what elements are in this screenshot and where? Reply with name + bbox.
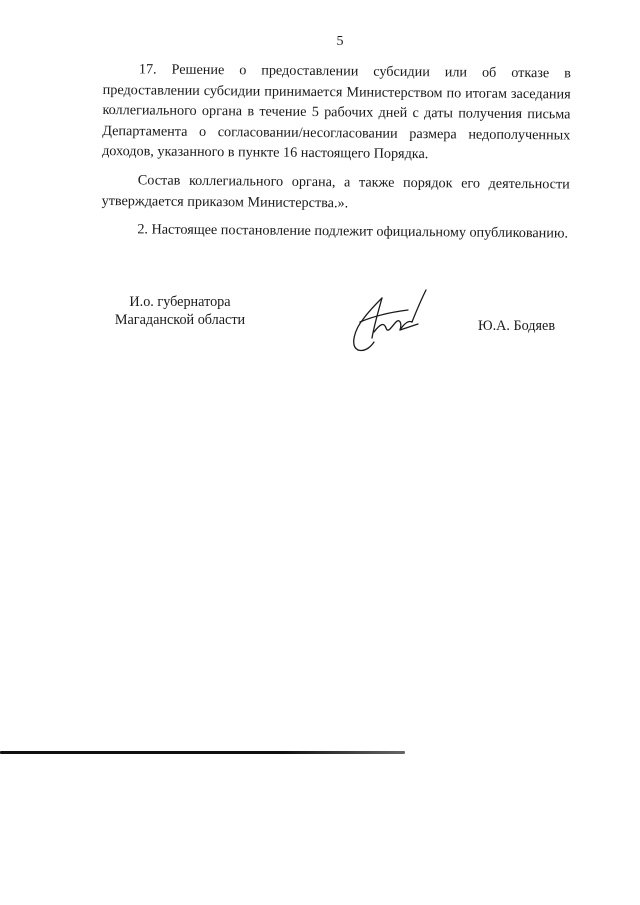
signatory-title: [100, 293, 260, 329]
paragraph-committee: Состав коллегиального органа, а также порядок его деятельности утверждается приказом Министерства.».: [101, 172, 570, 211]
body-text: [101, 59, 571, 244]
paragraph-17: 17. Решение о предоставлении субсидии или об отказе в предоставлении субсидии принимается Министерством по итогам заседания коллегиального органа в течение 5 рабочих дней с даты получения письма Департамента о согласовании/несогласовании размера недополученных доходов, указанного в пункте 16 настоящего Порядка.: [102, 61, 571, 163]
signatory-title-line2: Магаданской области: [114, 312, 246, 328]
handwritten-signature: [330, 282, 440, 354]
signatory-name: Ю.А. Бодяев: [478, 318, 556, 334]
paragraph-publication: 2. Настоящее постановление подлежит официальному опубликованию.: [137, 221, 569, 242]
page-number: 5: [336, 34, 344, 49]
signatory-title-line1: И.о. губернатора: [129, 294, 231, 310]
bottom-rule: [0, 751, 405, 754]
